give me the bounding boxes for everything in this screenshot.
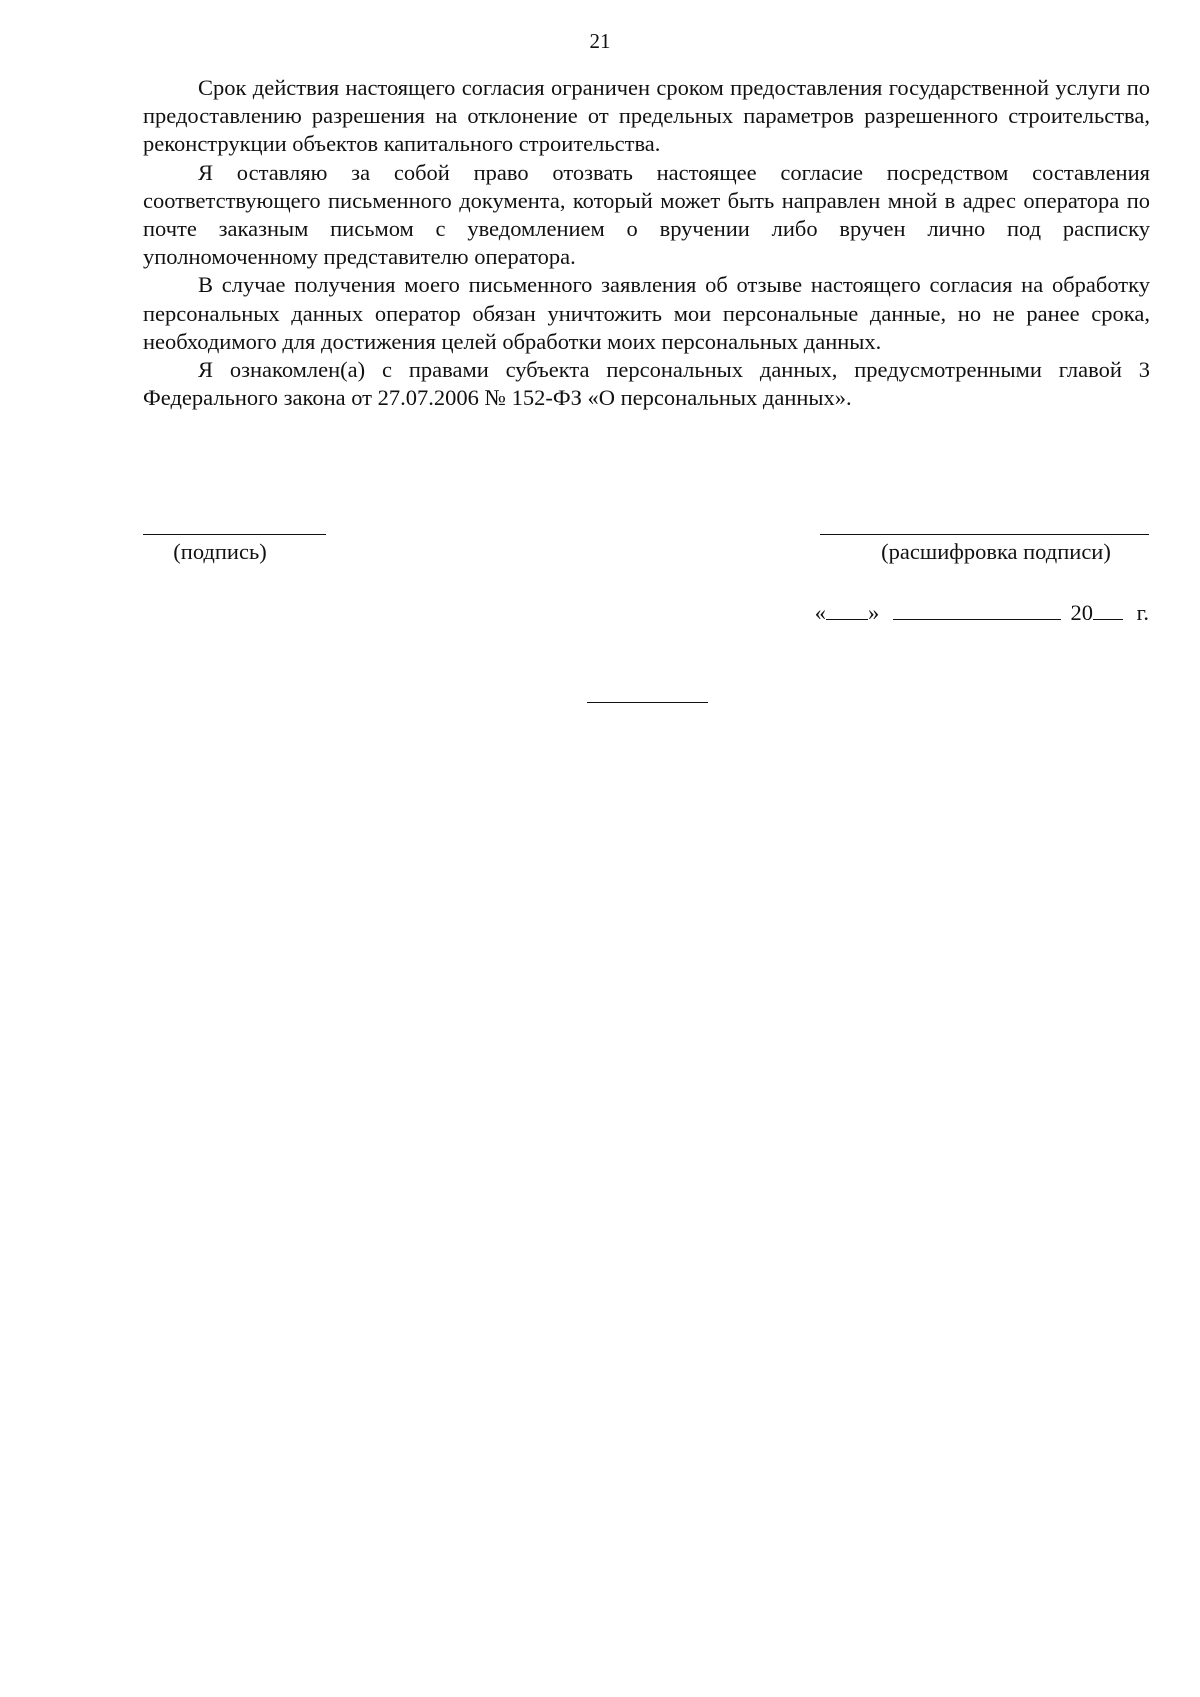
consent-text bbox=[143, 74, 1150, 412]
year-prefix: 20 bbox=[1070, 600, 1094, 625]
month-blank bbox=[893, 597, 1061, 620]
paragraph-data-destruction: В случае получения моего письменного заявления об отзыве настоящего согласия на обработку персональных данных оператор обязан уничтожить мои персональные данные, но не ранее срока, необходимого для достижения целей обработки моих персональных данных. bbox=[143, 272, 1150, 354]
day-blank bbox=[826, 597, 868, 620]
date-open-quote: « bbox=[814, 600, 827, 625]
date-close-quote: » bbox=[868, 600, 880, 625]
year-suffix: г. bbox=[1136, 600, 1149, 625]
paragraph-validity-term: Срок действия настоящего согласия ограничен сроком предоставления государственной услуги по предоставлению разрешения на отклонение от предельных параметров разрешенного строительства, реконструкции объектов капитального строительства. bbox=[143, 75, 1150, 157]
end-of-document-rule bbox=[587, 702, 708, 703]
signature-caption: (подпись) bbox=[173, 539, 267, 564]
paragraph-rights-acknowledgement: Я ознакомлен(а) с правами субъекта персональных данных, предусмотренными главой 3 Федерального закона от 27.07.2006 № 152-ФЗ «О персональных данных». bbox=[143, 357, 1150, 411]
signature-decoding-line bbox=[820, 534, 1149, 535]
page-number: 21 bbox=[589, 29, 611, 53]
signature-line bbox=[143, 534, 326, 535]
paragraph-revocation-right: Я оставляю за собой право отозвать настоящее согласие посредством составления соответствующего письменного документа, который может быть направлен мной в адрес оператора по почте заказным письмом с уведомлением о вручении либо вручен лично под расписку уполномоченному представителю оператора. bbox=[143, 159, 1150, 270]
year-blank bbox=[1093, 597, 1123, 620]
signature-decoding-caption: (расшифровка подписи) bbox=[881, 539, 1111, 564]
date-line bbox=[815, 597, 1149, 627]
